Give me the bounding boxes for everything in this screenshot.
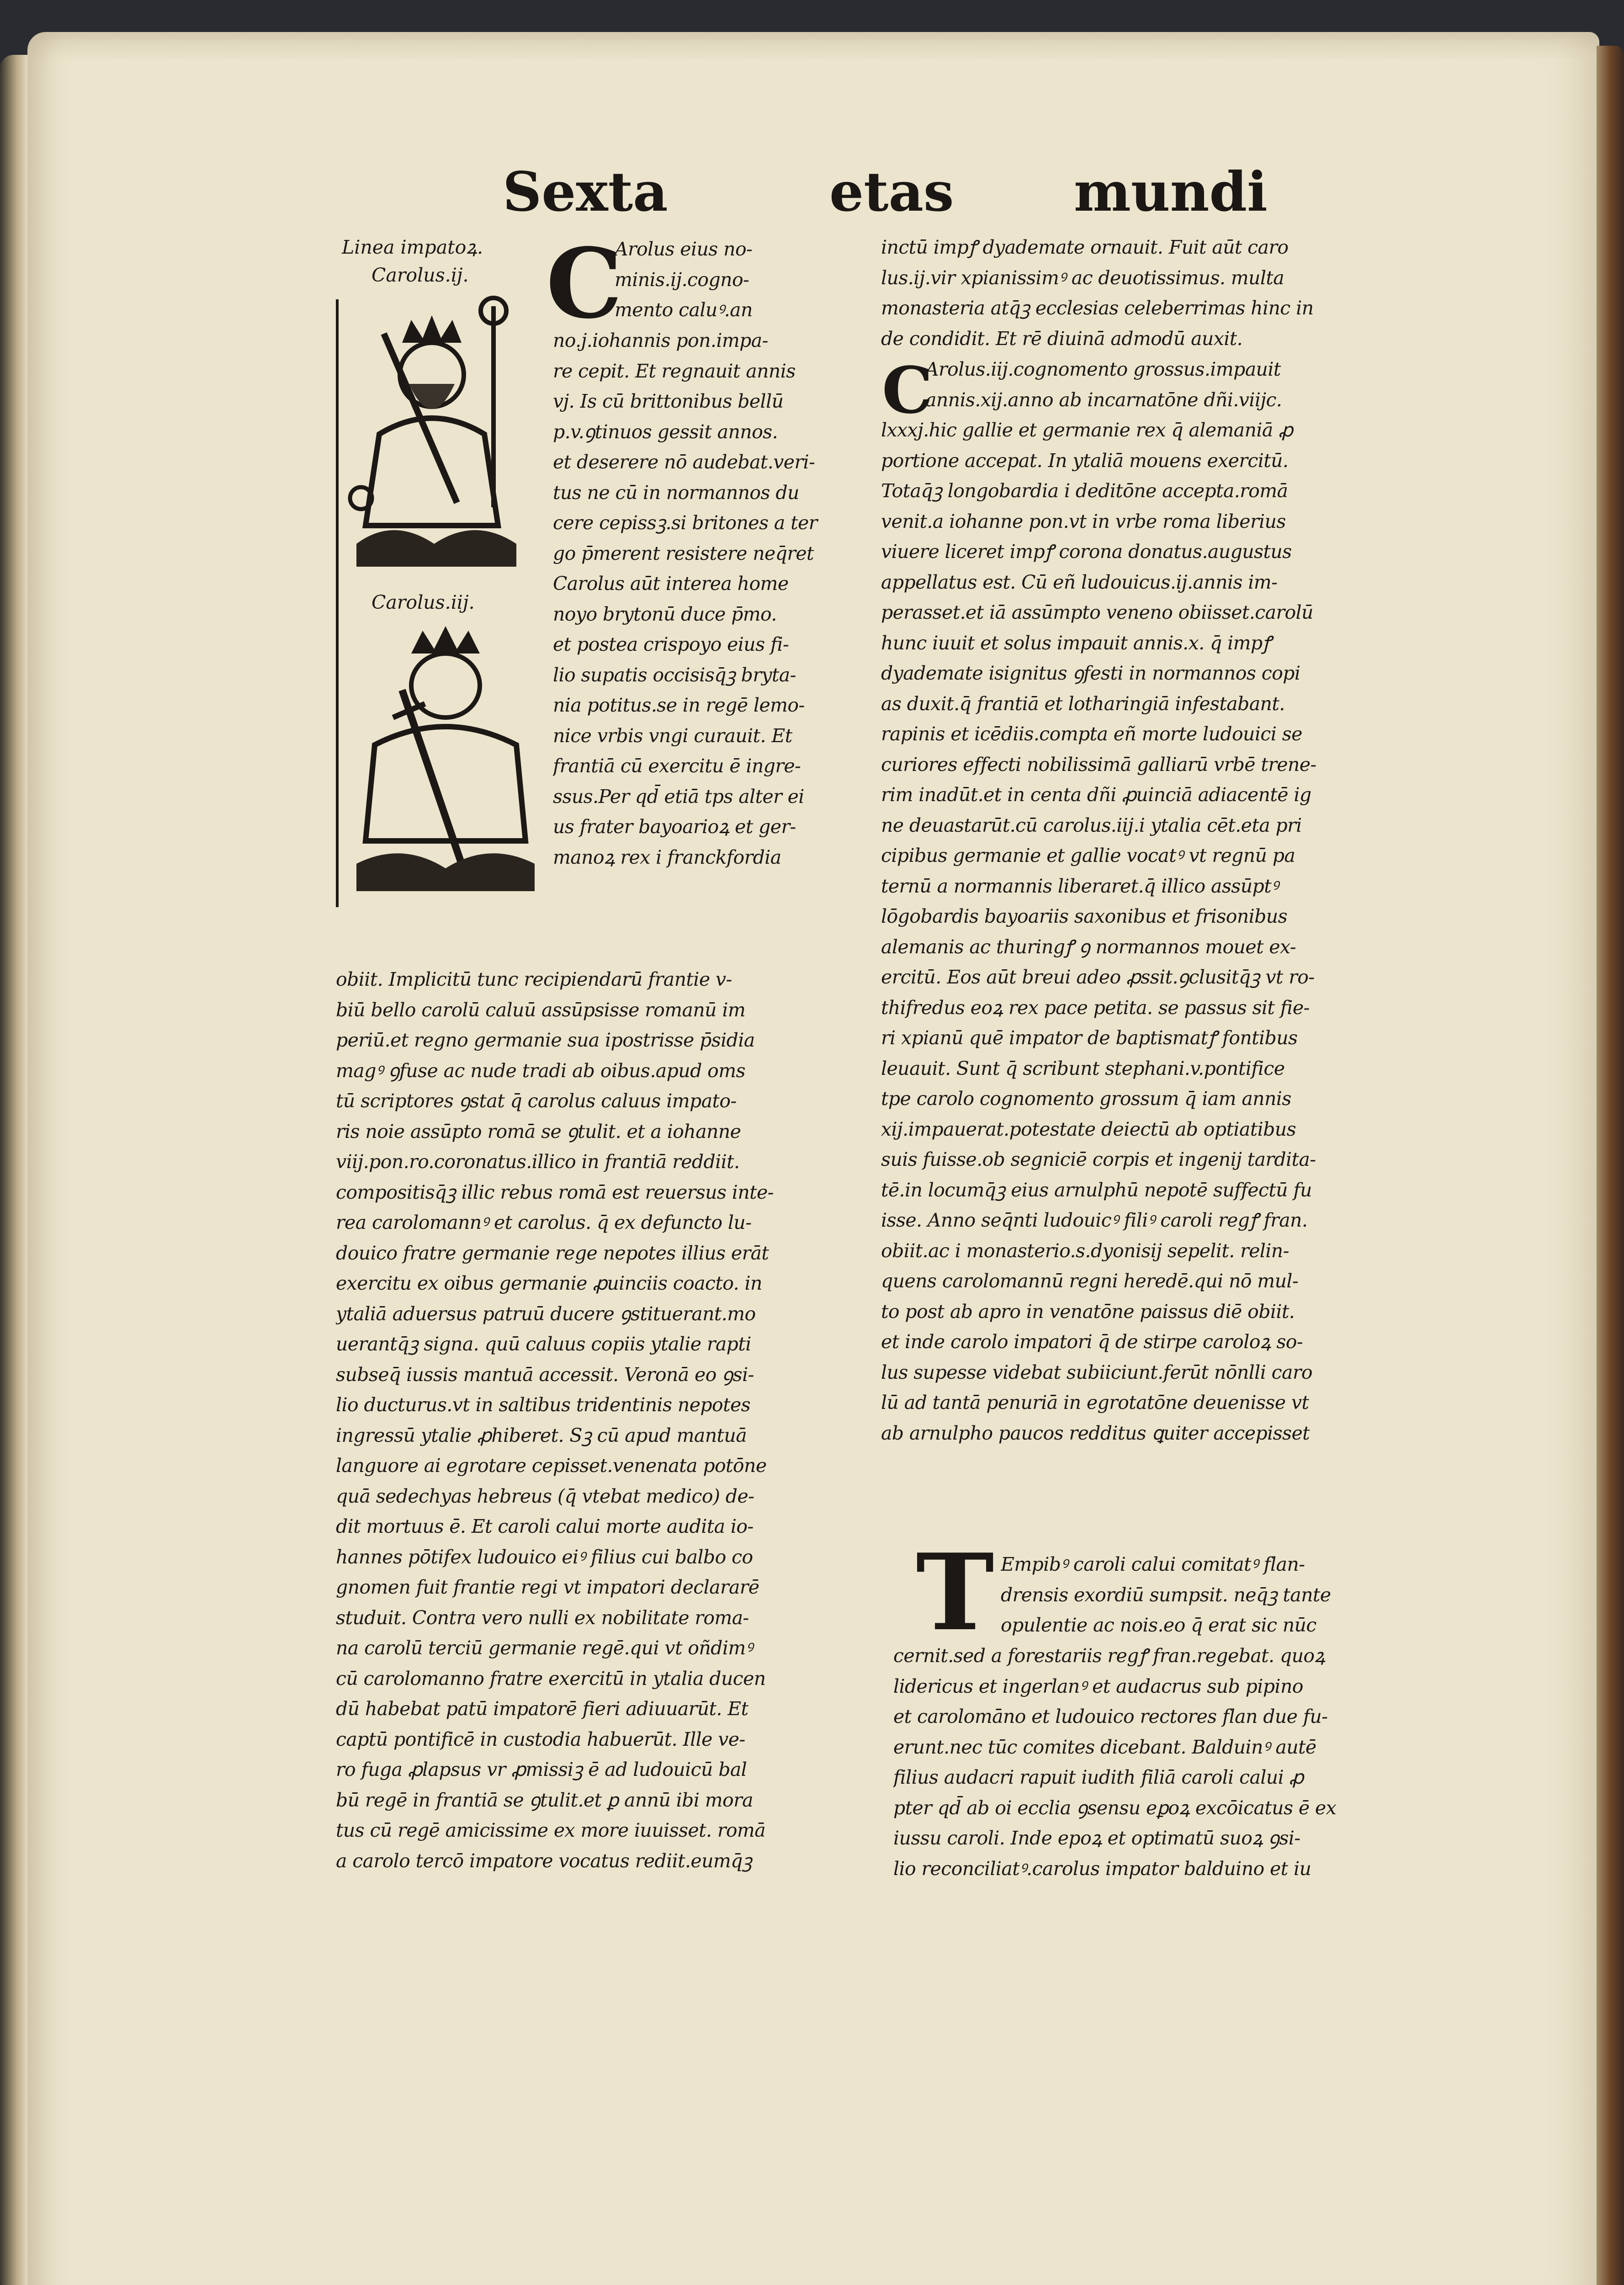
text-line: rim inadūt.et in centa dñi ꝓuinciā adiacentē ig: [881, 784, 1311, 806]
text-line: xij.impauerat.potestate deiectū ab optiatibus: [881, 1118, 1296, 1140]
text-line: lxxxj.hic gallie et germanie rex q̄ alemaniā ꝓ: [881, 419, 1293, 441]
right-column-top: [881, 232, 1429, 354]
text-line: frantiā cū exercitu ē ingre-: [553, 755, 801, 777]
text-line: us frater bayoarioꝝ et ger-: [553, 816, 796, 838]
text-line: periū.et regno germanie sua ipostrisse p̄sidia: [336, 1029, 755, 1051]
text-line: viij.pon.ro.coronatus.illico in frantiā reddiit.: [336, 1151, 740, 1173]
text-line: suis fuisse.ob segniciē corpis et ingenij tardita-: [881, 1148, 1316, 1170]
text-line: biū bello carolū caluū assūpsisse romanū im: [336, 999, 746, 1021]
page-edge-left: [0, 55, 27, 2285]
left-column-beside-block-2: [553, 325, 882, 872]
text-line: tus cū regē amicissime ex more iuuisset. romā: [336, 1819, 766, 1841]
book-binding: [1597, 46, 1624, 2285]
label-carolus-2: Carolus.ij.: [372, 264, 469, 286]
text-line: languore ai egrotare cepisset.venenata potōne: [336, 1455, 767, 1477]
text-line: to post ab apro in venatōne paissus diē obiit.: [881, 1300, 1295, 1323]
text-line: uerantq̄ꝫ signa. quū caluus copiis ytalie rapti: [336, 1333, 751, 1355]
text-line: mento caluꝰ.an: [615, 299, 753, 321]
text-line: ro fuga ꝓlapsus vr ꝓmissiꝫ ē ad ludouicū bal: [336, 1759, 747, 1780]
text-line: ytaliā aduersus patruū ducere ꝯstituerant.mo: [336, 1302, 756, 1325]
right-dropcap-2: T: [916, 1531, 994, 1654]
text-line: lio ducturus.vt in saltibus tridentinis nepotes: [336, 1394, 751, 1416]
crowned-king-woodcut-icon: [343, 288, 544, 580]
text-line: nia potitus.se in regē lemo-: [553, 694, 805, 716]
left-column-beside-block: [615, 234, 875, 325]
text-line: isse. Anno seq̄nti ludouicꝰ filiꝰ caroli regꝭ fran.: [881, 1209, 1308, 1231]
text-line: inctū impꝭ dyademate ornauit. Fuit aūt caro: [881, 236, 1289, 258]
text-line: rapinis et icēdiis.compta eñ morte ludouici se: [881, 723, 1302, 745]
text-line: annis.xij.anno ab incarnatōne dñi.viijc.: [925, 388, 1282, 411]
text-line: ssus.Per qd̄ etiā tps alter ei: [553, 785, 804, 808]
text-line: tus ne cū in normannos du: [553, 481, 799, 504]
text-line: obiit.ac i monasterio.s.dyonisij sepelit. relin-: [881, 1239, 1289, 1262]
label-linea-imperatorum: Linea impatoꝝ.: [342, 236, 483, 258]
text-line: ri xpianū quē impator de baptismatꝭ fontibus: [881, 1027, 1298, 1049]
text-line: lidericus et ingerlanꝰ et audacrus sub pipino: [893, 1675, 1303, 1697]
text-line: ne deuastarūt.cū carolus.iij.i ytalia cēt.eta pri: [881, 814, 1302, 836]
text-line: lio reconciliatꝰ.carolus impator balduino et iu: [893, 1857, 1311, 1880]
text-line: venit.a iohanne pon.vt in vrbe roma liberius: [881, 510, 1286, 532]
text-line: de condidit. Et rē diuinā admodū auxit.: [881, 327, 1243, 350]
text-line: noyo brytonū duce p̄mo.: [553, 603, 777, 625]
text-line: tū scriptores ꝯstat q̄ carolus caluus impato-: [336, 1090, 737, 1112]
text-line: ris noie assūpto romā se ꝯtulit. et a iohanne: [336, 1120, 741, 1142]
text-line: leuauit. Sunt q̄ scribunt stephani.v.pontifice: [881, 1057, 1285, 1079]
text-line: douico fratre germanie rege nepotes illius erāt: [336, 1242, 769, 1264]
text-line: et postea crispoyo eius fi-: [553, 633, 789, 655]
text-line: compositisq̄ꝫ illic rebus romā est reuersus inte-: [336, 1181, 774, 1203]
label-carolus-3: Carolus.iij.: [372, 591, 475, 613]
text-line: captū pontificē in custodia habuerūt. Ille ve-: [336, 1728, 745, 1750]
text-line: perasset.et iā assūmpto veneno obiisset.carolū: [881, 601, 1313, 623]
text-line: quens carolomannū regni heredē.qui nō mul-: [881, 1270, 1299, 1292]
text-line: Totaq̄ꝫ longobardia i deditōne accepta.romā: [881, 480, 1288, 502]
text-line: a carolo tercō impatore vocatus rediit.eumq̄ꝫ: [336, 1849, 752, 1872]
text-line: lus.ij.vir xpianissimꝰ ac deuotissimus. multa: [881, 266, 1284, 289]
text-line: quā sedechyas hebreus (q̄ vtebat medico) de-: [336, 1485, 754, 1507]
text-line: viuere liceret impꝭ corona donatus.augustus: [881, 541, 1292, 563]
right-column-para1-head: [925, 354, 1428, 415]
text-line: lus supesse videbat subiiciunt.ferūt nōnlli caro: [881, 1361, 1312, 1383]
text-line: iussu caroli. Inde epoꝝ et optimatū suoꝝ ꝯsi-: [893, 1827, 1300, 1849]
text-line: ab arnulpho paucos redditus ꝗuiter accepisset: [881, 1422, 1310, 1444]
text-line: lōgobardis bayoariis saxonibus et frisonibus: [881, 905, 1288, 927]
right-dropcap-1: C: [882, 353, 933, 428]
text-line: exercitu ex oibus germanie ꝓuinciis coacto. in: [336, 1272, 762, 1294]
right-column-para2-head: [1001, 1549, 1430, 1641]
text-line: lio supatis occisisq̄ꝫ bryta-: [553, 664, 796, 686]
text-line: appellatus est. Cū eñ ludouicus.ij.annis im-: [881, 571, 1278, 593]
text-line: cipibus germanie et gallie vocatꝰ vt regnū pa: [881, 845, 1295, 866]
text-line: tpe carolo cognomento grossum q̄ iam annis: [881, 1088, 1291, 1110]
text-line: erunt.nec tūc comites dicebant. Balduinꝰ autē: [893, 1736, 1316, 1758]
text-line: obiit. Implicitū tunc recipiendarū frantie v-: [336, 968, 732, 990]
text-line: Arolus eius no-: [615, 238, 753, 260]
text-line: manoꝝ rex i franckfordia: [553, 846, 781, 868]
text-line: hannes pōtifex ludouico eiꝰ filius cui balbo co: [336, 1546, 753, 1568]
text-line: tē.in locumq̄ꝫ eius arnulphū nepotē suffectū fu: [881, 1179, 1312, 1201]
text-line: thifredus eoꝝ rex pace petita. se passus sit fie-: [881, 996, 1310, 1019]
text-line: ercitū. Eos aūt breui adeo ꝓssit.ꝯclusitq̄ꝫ vt ro-: [881, 966, 1315, 988]
text-line: studuit. Contra vero nulli ex nobilitate roma-: [336, 1606, 749, 1629]
text-line: opulentie ac nois.eo q̄ erat sic nūc: [1001, 1614, 1316, 1636]
text-line: vj. Is cū brittonibus bellū: [553, 390, 784, 412]
text-line: curiores effecti nobilissimā galliarū vrbē trene-: [881, 753, 1316, 776]
page-header: [494, 160, 1268, 233]
text-line: cere cepissꝫ.si britones a ter: [553, 512, 817, 534]
text-line: alemanis ac thuringꝭ ꝯ normannos mouet ex-: [881, 935, 1296, 958]
text-line: filius audacri rapuit iudith filiā caroli calui ꝓ: [893, 1766, 1304, 1788]
header-word-2: etas: [829, 160, 954, 223]
text-line: na carolū terciū germanie regē.qui vt oñdimꝰ: [336, 1637, 753, 1659]
left-column-body: [336, 964, 884, 1876]
text-line: et deserere nō audebat.veri-: [553, 451, 815, 473]
header-word-1: Sexta: [503, 160, 668, 223]
text-line: go p̄merent resistere neq̄ret: [553, 542, 814, 564]
text-line: portione accepat. In ytaliā mouens exercitū.: [881, 449, 1289, 472]
text-line: lū ad tantā penuriā in egrotatōne deuenisse vt: [881, 1392, 1309, 1414]
text-line: rea carolomannꝰ et carolus. q̄ ex defuncto lu-: [336, 1212, 752, 1233]
text-line: re cepit. Et regnauit annis: [553, 360, 796, 382]
text-line: dū habebat patū impatorē fieri adiuuarūt. Et: [336, 1698, 748, 1720]
text-line: bū regē in frantiā se ꝯtulit.et ꝑ annū ibi mora: [336, 1789, 753, 1811]
text-line: cū carolomanno fratre exercitū in ytalia ducen: [336, 1667, 766, 1690]
king-with-sword-woodcut-icon: [347, 626, 544, 896]
text-line: dyademate isignitus ꝯfesti in normannos copi: [881, 662, 1300, 684]
right-column-para2: [893, 1641, 1433, 1884]
header-word-3: mundi: [1074, 160, 1268, 223]
text-line: ingressū ytalie ꝓhiberet. Sꝫ cū apud mantuā: [336, 1424, 747, 1446]
text-line: hunc iuuit et solus impauit annis.x. q̄ impꝭ: [881, 632, 1271, 654]
text-line: nice vrbis vngi curauit. Et: [553, 724, 792, 747]
text-line: Carolus aūt interea home: [553, 573, 789, 595]
text-line: p.v.ꝯtinuos gessit annos.: [553, 420, 778, 443]
text-line: minis.ij.cogno-: [615, 268, 749, 291]
text-line: et inde carolo impatori q̄ de stirpe caroloꝝ so-: [881, 1331, 1303, 1353]
text-line: gnomen fuit frantie regi vt impatori declararē: [336, 1576, 759, 1598]
text-line: monasteria atq̄ꝫ ecclesias celeberrimas hinc in: [881, 297, 1314, 319]
text-line: et carolomāno et ludouico rectores flan due fu-: [893, 1706, 1328, 1727]
text-line: dit mortuus ē. Et caroli calui morte audita io-: [336, 1515, 754, 1537]
text-line: pter qd̄ ab oi ecclia ꝯsensu eꝑoꝝ excōicatus ē ex: [893, 1796, 1337, 1819]
text-line: ternū a normannis liberaret.q̄ illico assūptꝰ: [881, 875, 1279, 897]
text-line: cernit.sed a forestariis regꝭ fran.regebat. quoꝝ: [893, 1645, 1325, 1667]
text-line: Empibꝰ caroli calui comitatꝰ flan-: [1001, 1553, 1305, 1575]
text-line: subseq̄ iussis mantuā accessit. Veronā eo ꝯsi-: [336, 1363, 754, 1386]
text-line: as duxit.q̄ frantiā et lotharingiā infestabant.: [881, 692, 1285, 715]
text-line: magꝰ ꝯfuse ac nude tradi ab oibus.apud oms: [336, 1059, 745, 1082]
text-line: no.j.iohannis pon.impa-: [553, 329, 768, 351]
text-line: Arolus.iij.cognomento grossus.impauit: [925, 358, 1281, 380]
left-dropcap: C: [546, 227, 623, 340]
right-column-para1: [881, 415, 1429, 1448]
text-line: drensis exordiū sumpsit. neq̄ꝫ tante: [1001, 1584, 1331, 1606]
